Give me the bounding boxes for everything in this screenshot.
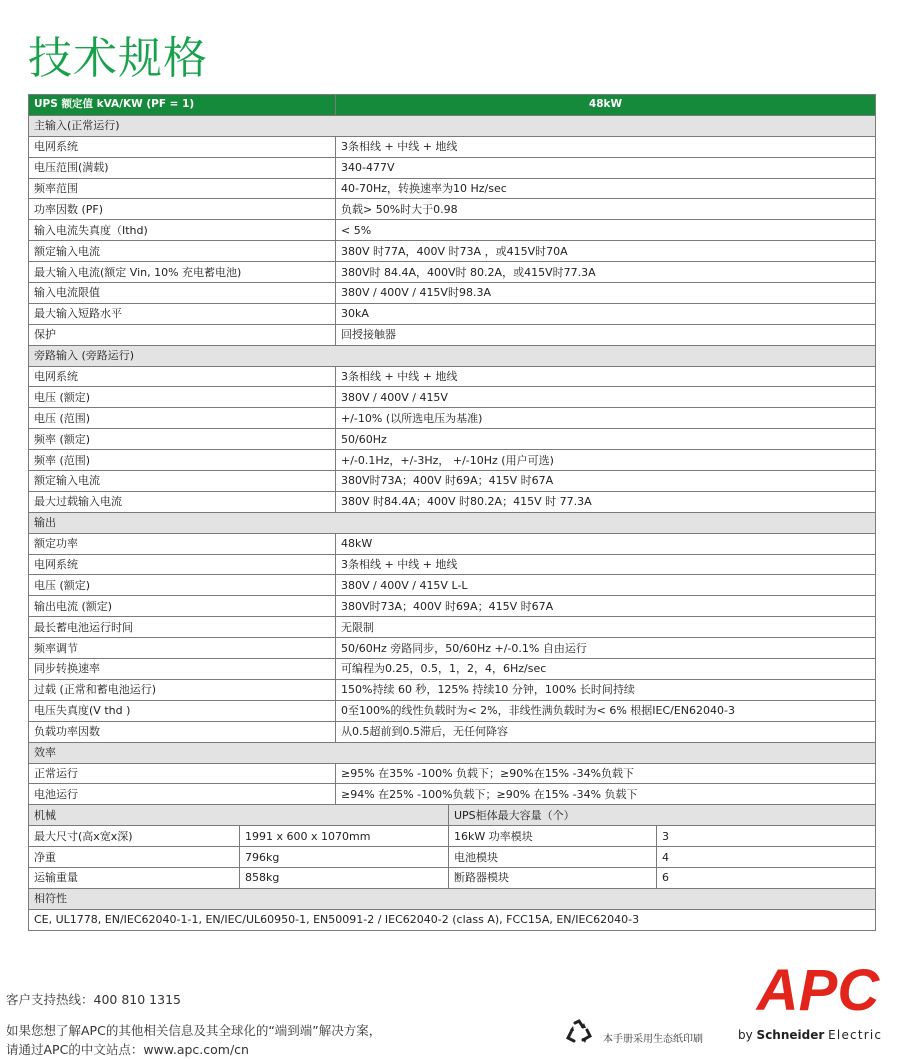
- eco-paper-note: 本手册采用生态纸印刷: [603, 1034, 703, 1045]
- table-row: [29, 909, 876, 930]
- row-label: 最大输入短路水平: [29, 303, 336, 324]
- row-value: 380V / 400V / 415V时98.3A: [336, 283, 876, 304]
- info-line-2: 请通过APC的中文站点：www.apc.com/cn: [6, 1042, 249, 1057]
- table-row: [29, 429, 876, 450]
- row-label: 额定功率: [29, 533, 336, 554]
- row-label: 频率范围: [29, 178, 336, 199]
- capacity-value: 4: [657, 847, 876, 868]
- mech-label: 最大尺寸(高x宽x深): [29, 826, 240, 847]
- row-value: 50/60Hz: [336, 429, 876, 450]
- row-label: 电池运行: [29, 784, 336, 805]
- table-row: [29, 679, 876, 700]
- table-row: [29, 700, 876, 721]
- row-label: 保护: [29, 324, 336, 345]
- compliance-value: CE, UL1778, EN/IEC62040-1-1, EN/IEC/UL60950-1, EN50091-2 / IEC62040-2 (class A), FCC15A, EN/IEC62040-3: [29, 909, 876, 930]
- row-label: 频率 (额定): [29, 429, 336, 450]
- table-row: [29, 408, 876, 429]
- row-label: 输入电流限值: [29, 283, 336, 304]
- table-row: [29, 387, 876, 408]
- rating-value: 48kW: [336, 95, 876, 116]
- table-row: [29, 450, 876, 471]
- row-label: 频率 (范围): [29, 450, 336, 471]
- table-row: [29, 283, 876, 304]
- table-row: [29, 596, 876, 617]
- row-value: 380V 时77A，400V 时73A ，或415V时70A: [336, 241, 876, 262]
- capacity-label: 断路器模块: [449, 867, 657, 888]
- row-label: 电压 (额定): [29, 575, 336, 596]
- apc-logo: [738, 962, 898, 1018]
- row-value: 380V / 400V / 415V L-L: [336, 575, 876, 596]
- row-value: 48kW: [336, 533, 876, 554]
- table-row: [29, 241, 876, 262]
- main-input-section-row: [29, 115, 876, 136]
- table-row: [29, 199, 876, 220]
- table-row: [29, 533, 876, 554]
- capacity-value: 6: [657, 867, 876, 888]
- table-row: [29, 847, 876, 868]
- table-row: [29, 491, 876, 512]
- capacity-label: 电池模块: [449, 847, 657, 868]
- row-value: ≥95% 在35% -100% 负载下；≥90%在15% -34%负载下: [336, 763, 876, 784]
- row-label: 最大过载输入电流: [29, 491, 336, 512]
- row-value: ≥94% 在25% -100%负载下；≥90% 在15% -34% 负载下: [336, 784, 876, 805]
- byline-by: by: [738, 1028, 753, 1042]
- row-label: 最长蓄电池运行时间: [29, 617, 336, 638]
- mech-value: 1991 x 600 x 1070mm: [240, 826, 449, 847]
- compliance-section-title: 相符性: [29, 888, 876, 909]
- row-value: 380V 时84.4A；400V 时80.2A；415V 时 77.3A: [336, 491, 876, 512]
- row-label: 电网系统: [29, 136, 336, 157]
- row-value: 50/60Hz 旁路同步，50/60Hz +/-0.1% 自由运行: [336, 638, 876, 659]
- row-label: 过载 (正常和蓄电池运行): [29, 679, 336, 700]
- table-row: [29, 136, 876, 157]
- table-row: [29, 157, 876, 178]
- table-row: [29, 638, 876, 659]
- table-row: [29, 659, 876, 680]
- row-value: +/-0.1Hz，+/-3Hz， +/-10Hz (用户可选): [336, 450, 876, 471]
- row-label: 电压 (额定): [29, 387, 336, 408]
- row-label: 输入电流失真度（Ithd): [29, 220, 336, 241]
- table-row: [29, 867, 876, 888]
- table-row: [29, 763, 876, 784]
- page-title: 技术规格: [28, 33, 208, 84]
- bypass-input-section-row: [29, 345, 876, 366]
- recycle-icon: [565, 1018, 593, 1046]
- footer-contact: [6, 990, 381, 1059]
- table-row: [29, 220, 876, 241]
- row-value: 380V时 84.4A，400V时 80.2A，或415V时77.3A: [336, 262, 876, 283]
- compliance-section-row: [29, 888, 876, 909]
- mechanical-section-row: [29, 805, 876, 826]
- row-label: 电压失真度(V thd ): [29, 700, 336, 721]
- row-label: 电压范围(满载): [29, 157, 336, 178]
- efficiency-section-title: 效率: [29, 742, 876, 763]
- mech-value: 858kg: [240, 867, 449, 888]
- table-row: [29, 721, 876, 742]
- rating-header-row: [29, 95, 876, 116]
- byline-company: Schneider: [756, 1028, 825, 1042]
- row-value: 150%持续 60 秒，125% 持续10 分钟，100% 长时间持续: [336, 679, 876, 700]
- row-label: 电网系统: [29, 366, 336, 387]
- table-row: [29, 617, 876, 638]
- table-row: [29, 471, 876, 492]
- mech-label: 净重: [29, 847, 240, 868]
- hotline-text: 客户支持热线：400 810 1315: [6, 992, 181, 1007]
- mech-label: 运输重量: [29, 867, 240, 888]
- row-label: 电压 (范围): [29, 408, 336, 429]
- row-label: 频率调节: [29, 638, 336, 659]
- row-value: 3条相线 + 中线 + 地线: [336, 554, 876, 575]
- row-value: 回授接触器: [336, 324, 876, 345]
- mechanical-section-title: 机械: [29, 805, 449, 826]
- row-value: 380V时73A；400V 时69A；415V 时67A: [336, 596, 876, 617]
- row-value: +/-10% (以所选电压为基准): [336, 408, 876, 429]
- table-row: [29, 262, 876, 283]
- capacity-section-title: UPS柜体最大容量（个）: [449, 805, 876, 826]
- output-section-title: 输出: [29, 512, 876, 533]
- row-value: 40-70Hz，转换速率为10 Hz/sec: [336, 178, 876, 199]
- table-row: [29, 178, 876, 199]
- row-label: 最大输入电流(额定 Vin, 10% 充电蓄电池): [29, 262, 336, 283]
- efficiency-section-row: [29, 742, 876, 763]
- row-value: 3条相线 + 中线 + 地线: [336, 366, 876, 387]
- row-value: 3条相线 + 中线 + 地线: [336, 136, 876, 157]
- row-label: 电网系统: [29, 554, 336, 575]
- row-value: 无限制: [336, 617, 876, 638]
- apc-logo-text: APC: [756, 962, 880, 1018]
- mech-value: 796kg: [240, 847, 449, 868]
- row-value: 380V / 400V / 415V: [336, 387, 876, 408]
- row-value: 30kA: [336, 303, 876, 324]
- row-value: 0至100%的线性负载时为< 2%，非线性满负载时为< 6% 根据IEC/EN62040-3: [336, 700, 876, 721]
- table-row: [29, 784, 876, 805]
- row-label: 额定输入电流: [29, 471, 336, 492]
- row-label: 功率因数 (PF): [29, 199, 336, 220]
- main-input-section-title: 主输入(正常运行): [29, 115, 876, 136]
- row-label: 同步转换速率: [29, 659, 336, 680]
- table-row: [29, 554, 876, 575]
- output-section-row: [29, 512, 876, 533]
- table-row: [29, 575, 876, 596]
- row-value: 340-477V: [336, 157, 876, 178]
- table-row: [29, 366, 876, 387]
- info-line-1: 如果您想了解APC的其他相关信息及其全球化的“端到端”解决方案，: [6, 1023, 382, 1038]
- capacity-value: 3: [657, 826, 876, 847]
- row-label: 输出电流 (额定): [29, 596, 336, 617]
- row-label: 额定输入电流: [29, 241, 336, 262]
- row-value: 从0.5超前到0.5滞后，无任何降容: [336, 721, 876, 742]
- bypass-input-section-title: 旁路输入 (旁路运行): [29, 345, 876, 366]
- capacity-label: 16kW 功率模块: [449, 826, 657, 847]
- row-label: 正常运行: [29, 763, 336, 784]
- row-value: 380V时73A；400V 时69A；415V 时67A: [336, 471, 876, 492]
- table-row: [29, 826, 876, 847]
- spec-table: [28, 94, 876, 931]
- row-value: 可编程为0.25，0.5，1，2，4，6Hz/sec: [336, 659, 876, 680]
- rating-label: UPS 额定值 kVA/KW (PF = 1): [29, 95, 336, 116]
- table-row: [29, 324, 876, 345]
- row-value: 负载> 50%时大于0.98: [336, 199, 876, 220]
- table-row: [29, 303, 876, 324]
- byline-suffix: Electric: [828, 1028, 883, 1042]
- row-label: 负载功率因数: [29, 721, 336, 742]
- schneider-byline: [738, 1028, 882, 1042]
- row-value: < 5%: [336, 220, 876, 241]
